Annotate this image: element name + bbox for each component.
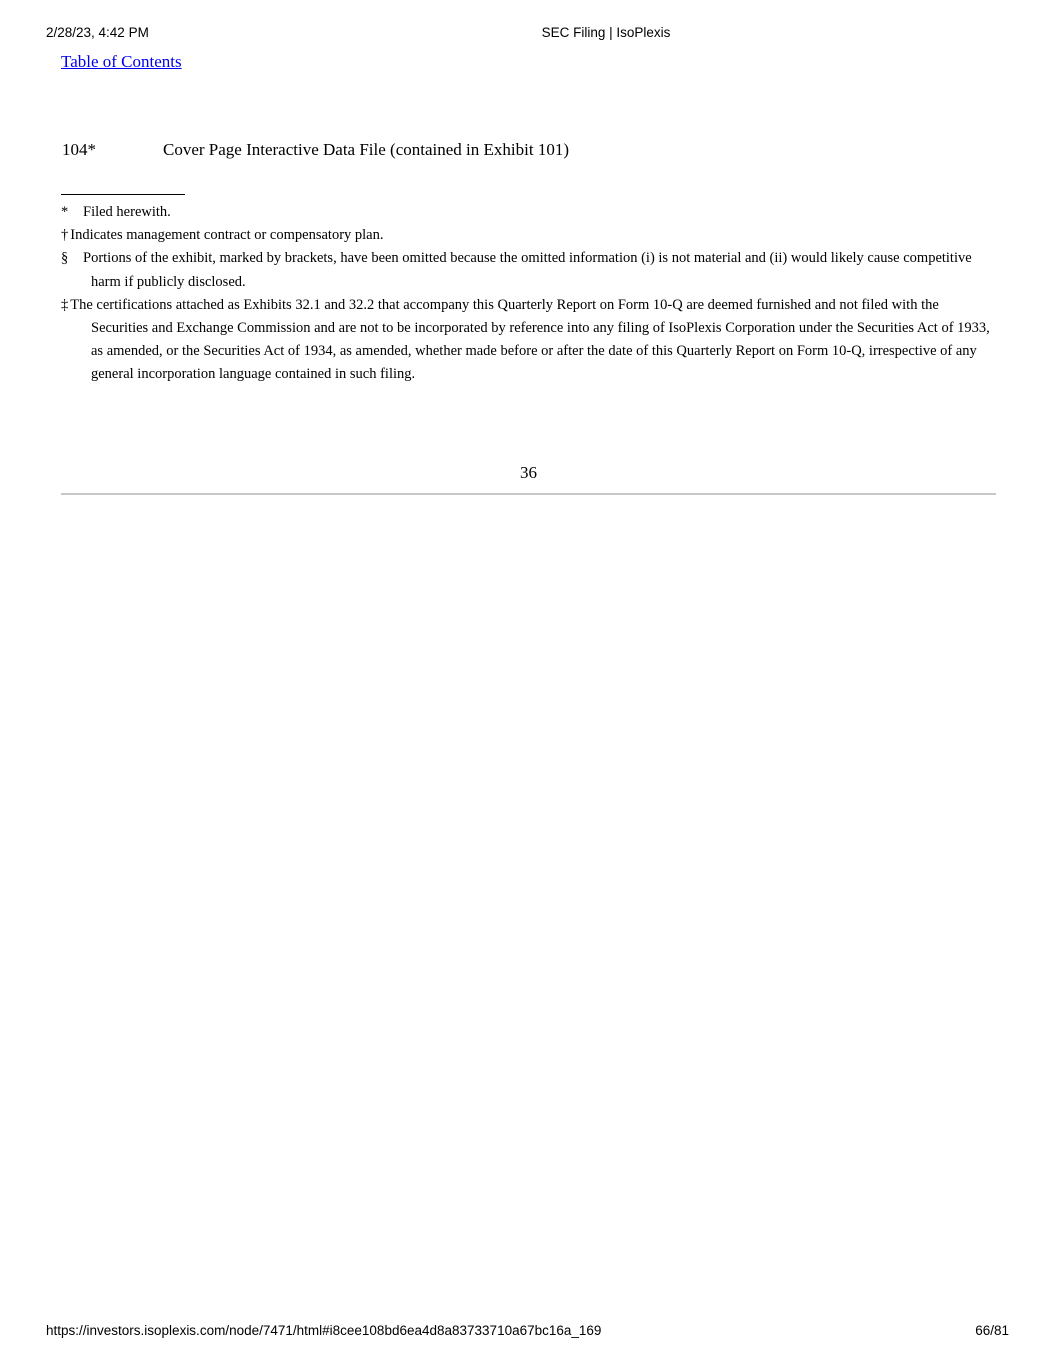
footnote-text: Filed herewith. [83,204,171,220]
footnote-management-contract [61,224,996,247]
print-page-indicator: 66/81 [975,1323,1009,1338]
footnotes [61,201,996,387]
footnote-certifications [61,294,996,387]
print-footer [0,1323,1055,1341]
footnote-omitted-portions [61,247,996,293]
footnote-text: Portions of the exhibit, marked by brackets, have been omitted because the omitted information (i) is not material and (ii) would likely cause competitive harm if publicly disclosed. [83,250,972,290]
footnote-divider [61,194,185,195]
page-number: 36 [520,463,537,482]
footnote-symbol: * [61,204,69,220]
footnote-text: Indicates management contract or compensatory plan. [70,227,384,244]
print-page-title: SEC Filing | IsoPlexis [541,25,671,40]
document-body [61,50,996,482]
print-url: https://investors.isoplexis.com/node/7471/html#i8cee108bd6ea4d8a83733710a67bc16a_169 [46,1323,602,1338]
footnote-symbol: † [61,227,69,244]
footnote-symbol: § [61,250,69,267]
page-break-rule [61,493,996,495]
print-datetime: 2/28/23, 4:42 PM [46,25,149,40]
table-of-contents-link[interactable]: Table of Contents [61,52,182,71]
footnote-text: The certifications attached as Exhibits 32.1 and 32.2 that accompany this Quarterly Report on Form 10-Q are deemed furnished and not filed with the Securities and Exchange Commission and are not to be incorporated by reference into any filing of IsoPlexis Corporation under the Securities Act of 1933, as amended, or the Securities Act of 1934, as amended, whether made before or after the date of this Quarterly Report on Form 10-Q, irrespective of any general incorporation language contained in such filing. [70,296,990,383]
exhibit-number: 104* [62,140,96,159]
footnote-symbol: ‡ [61,296,69,313]
print-header [0,25,1055,43]
exhibit-description: Cover Page Interactive Data File (contained in Exhibit 101) [163,140,569,159]
footnote-filed-herewith [61,201,996,224]
